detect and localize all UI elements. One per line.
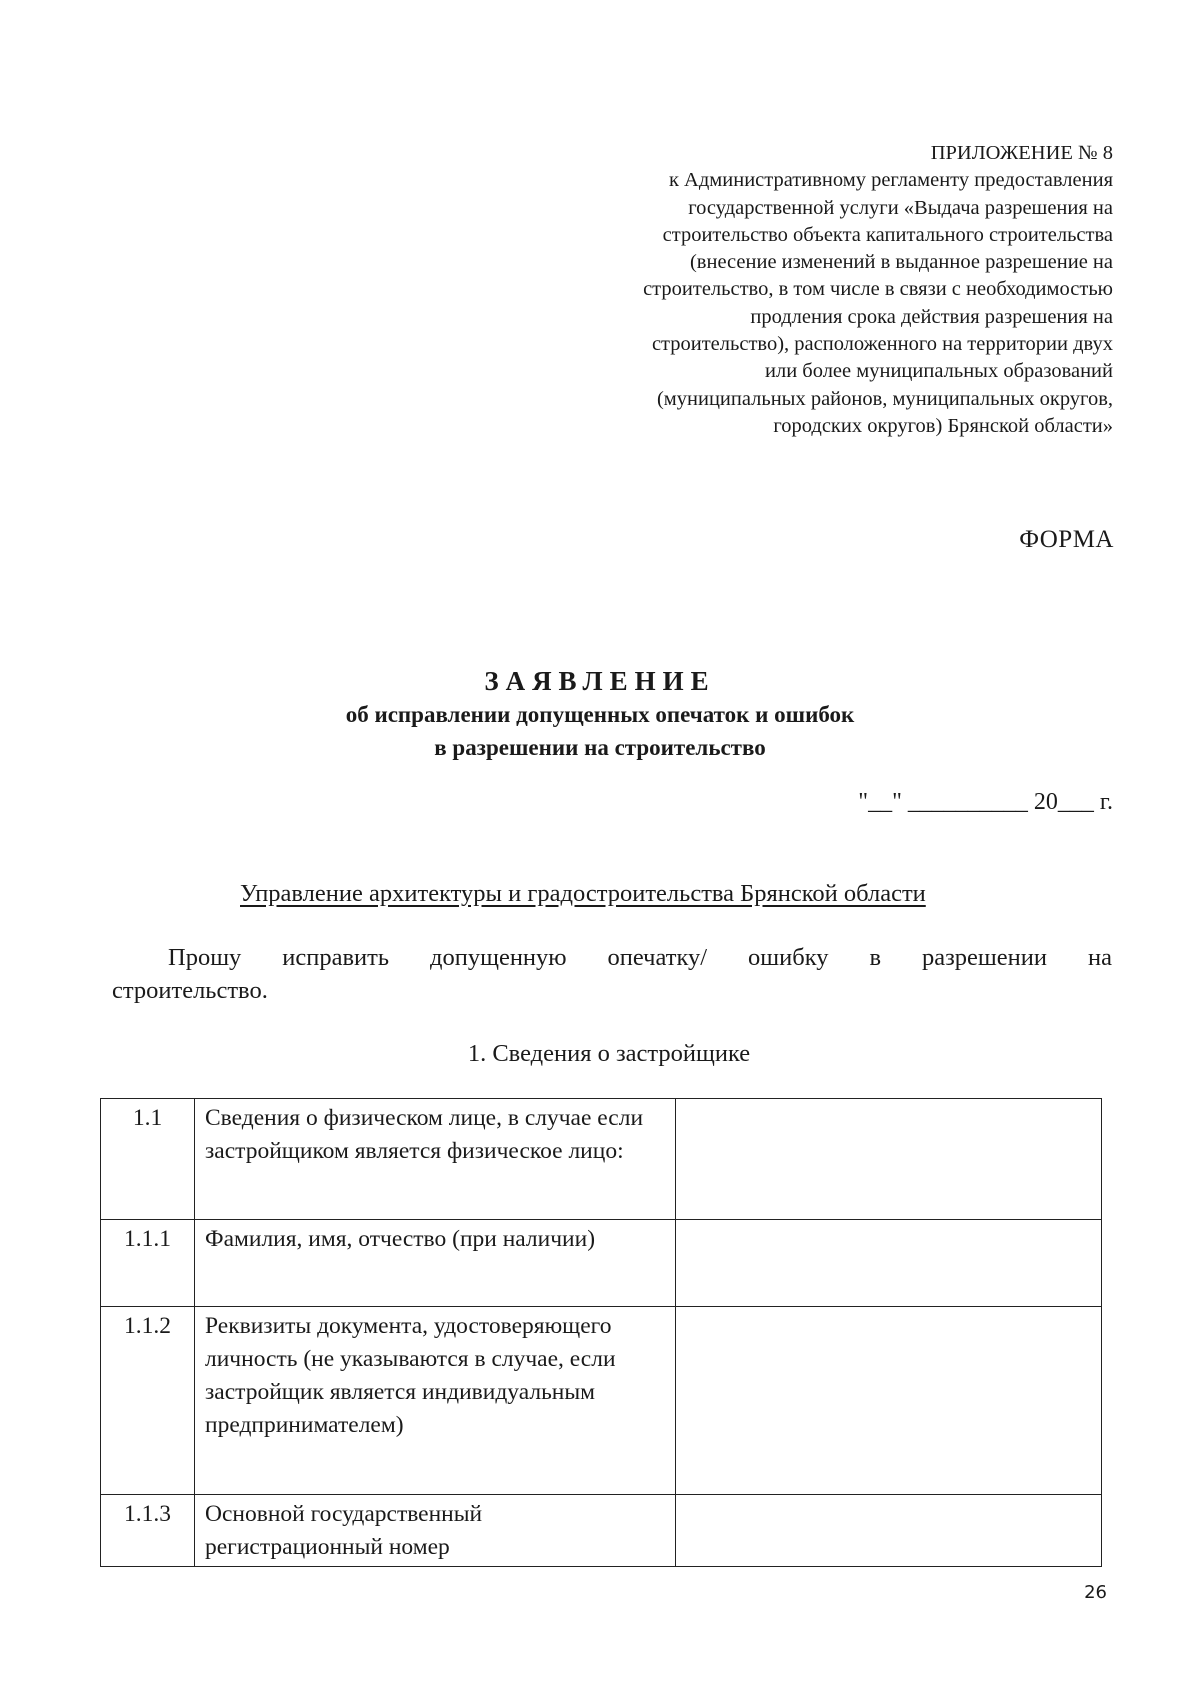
request-word: исправить — [282, 944, 390, 971]
row-description: Фамилия, имя, отчество (при наличии) — [195, 1220, 676, 1307]
table-row — [101, 1495, 1102, 1567]
section-title: 1. Сведения о застройщике — [467, 1040, 751, 1067]
row-value-field[interactable] — [676, 1220, 1102, 1307]
request-word: в — [869, 944, 882, 971]
appendix-line: (муниципальных районов, муниципальных округов, — [656, 387, 1113, 410]
page-number: 26 — [1084, 1582, 1107, 1603]
row-number: 1.1.1 — [101, 1220, 195, 1307]
appendix-line: ПРИЛОЖЕНИЕ № 8 — [930, 142, 1113, 164]
developer-info-table — [100, 1098, 1102, 1567]
appendix-line: строительство), расположенного на территории двух — [651, 333, 1113, 356]
title-subtitle-line-1: об исправлении допущенных опечаток и ошибок — [345, 702, 855, 727]
row-value-field[interactable] — [676, 1307, 1102, 1495]
table-row — [101, 1220, 1102, 1307]
request-word: Прошу — [168, 944, 242, 971]
row-number: 1.1 — [101, 1099, 195, 1220]
appendix-line: или более муниципальных образований — [765, 360, 1113, 383]
appendix-line: строительство, в том числе в связи с необходимостью — [643, 278, 1113, 301]
row-number: 1.1.2 — [101, 1307, 195, 1495]
form-label: ФОРМА — [1019, 526, 1114, 553]
row-value-field[interactable] — [676, 1099, 1102, 1220]
appendix-line: к Административному регламенту предоставления — [668, 169, 1113, 192]
request-word: на — [1087, 944, 1112, 971]
request-word: разрешении — [922, 944, 1048, 971]
title-main: ЗАЯВЛЕНИЕ — [484, 666, 716, 696]
table-row — [101, 1099, 1102, 1220]
row-description: Реквизиты документа, удостоверяющего личность (не указываются в случае, если застройщик является индивидуальным предпринимателем) — [195, 1307, 676, 1495]
request-word: опечатку/ — [607, 944, 708, 971]
row-description: Основной государственный регистрационный номер — [195, 1495, 676, 1567]
appendix-line: государственной услуги «Выдача разрешения на — [688, 196, 1113, 219]
appendix-line: продления срока действия разрешения на — [750, 305, 1113, 328]
authority-name: Управление архитектуры и градостроительства Брянской области — [240, 880, 926, 907]
appendix-line: строительство объекта капитального строительства — [662, 223, 1113, 246]
row-description: Сведения о физическом лице, в случае если застройщиком является физическое лицо: — [195, 1099, 676, 1220]
row-number: 1.1.3 — [101, 1495, 195, 1567]
request-line-2: строительство. — [112, 977, 268, 1004]
date-line: "__" __________ 20___ г. — [858, 789, 1113, 815]
appendix-line: (внесение изменений в выданное разрешение на — [689, 251, 1113, 274]
table-row — [101, 1307, 1102, 1495]
title-subtitle-line-2: в разрешении на строительство — [434, 735, 766, 760]
row-value-field[interactable] — [676, 1495, 1102, 1567]
request-paragraph — [112, 941, 1112, 1007]
appendix-line: городских округов) Брянской области» — [773, 414, 1113, 437]
document-title — [100, 664, 1100, 764]
request-word: ошибку — [748, 944, 829, 971]
request-line-1 — [112, 941, 1112, 974]
appendix-header — [553, 140, 1113, 440]
request-word: допущенную — [430, 944, 567, 971]
